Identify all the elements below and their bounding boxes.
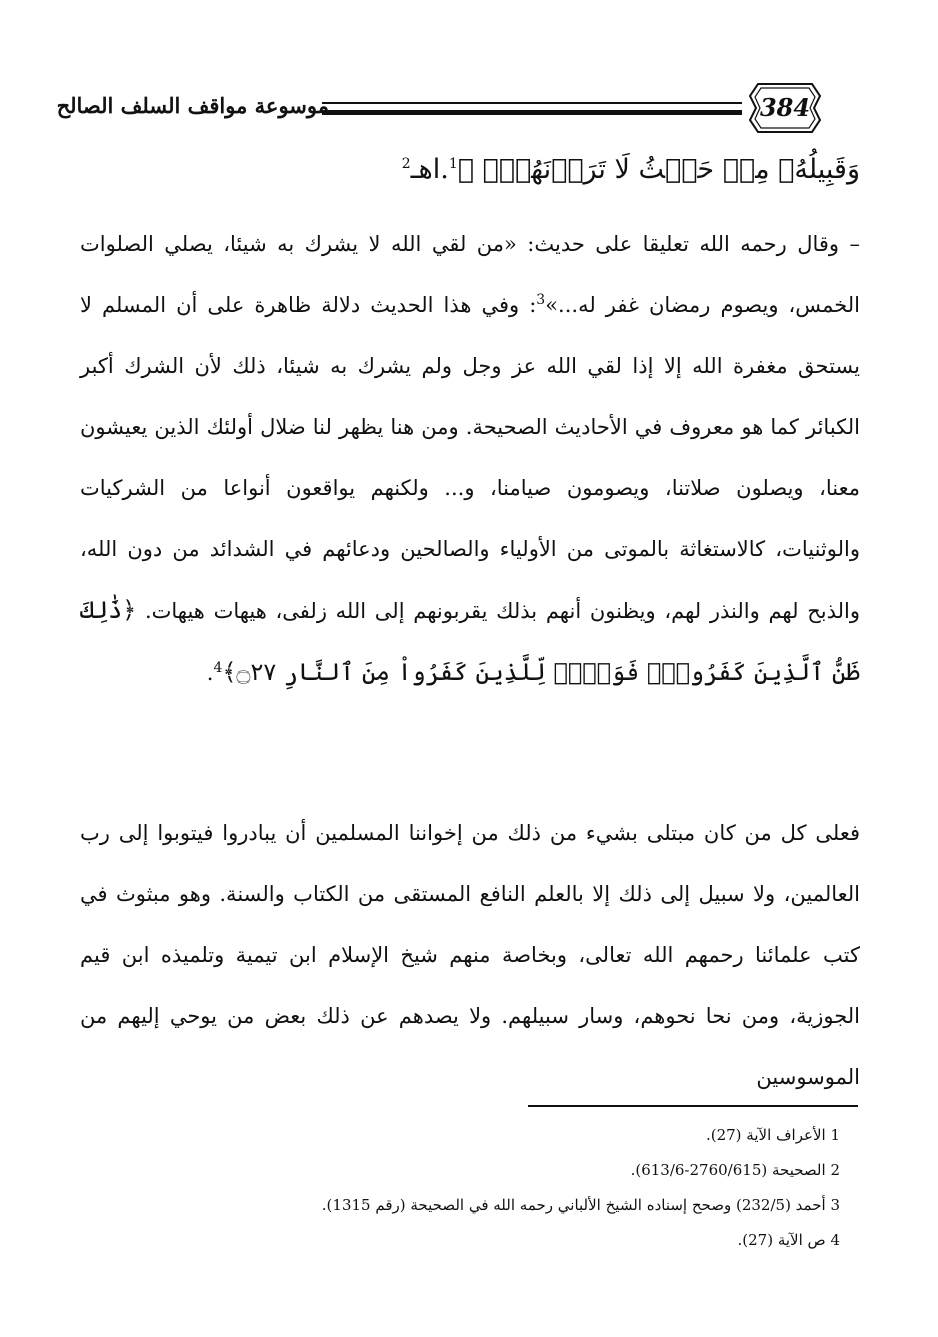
footnotes [80,1118,840,1258]
page-number-badge [748,82,822,134]
paragraph-1-text-b: : وفي هذا الحديث دلالة ظاهرة على أن المسلم لا يستحق مغفرة الله إلا إذا لقي الله عز وجل ولم يشرك به شيئا، ذلك لأن الشرك أكبر الكبائر كما هو معروف في الأحاديث الصحيحة. ومن هنا يظهر لنا ضلال أولئك الذين يعيشون معنا، ويصلون صلاتنا، ويصومون صيامنا، و... ولكنهم يواقعون أنواعا من الشركيات والوثنيات، كالاستغاثة بالموتى من الأولياء والصالحين ودعائهم في الشدائد من دون الله، والذبح لهم والنذر لهم، ويظنون أنهم بذلك يقربونهم إلى الله زلفى، هيهات هيهات. [80,293,860,623]
verse-top-line [80,140,860,200]
footnote-number: 2 [830,1161,840,1179]
footnote-text: ص الآية (27). [737,1231,826,1249]
footnote-separator [528,1105,858,1107]
paragraph-1 [80,214,860,704]
header-rule-thick [322,110,742,115]
footnote-text: الصحيحة (2760/615-613/6). [630,1161,826,1179]
quran-verse: وَقَبِيلُهُۥ مِنۡ حَيۡثُ لَا تَرَوۡنَهُمۡۗ ﴾ [457,154,860,185]
header-rule [322,102,742,104]
page-number: 384 [759,93,811,122]
footnote-ref[interactable]: 1 [448,156,458,172]
footnote-2 [80,1153,840,1188]
footnote-number: 3 [830,1196,840,1214]
footnote-text: الأعراف الآية (27). [705,1126,826,1144]
paragraph-2: فعلى كل من كان مبتلى بشيء من ذلك من إخواننا المسلمين أن يبادروا فيتوبوا إلى رب العالمين، ولا سبيل إلى ذلك إلا بالعلم النافع المستقى من الكتاب والسنة. وهو مبثوث في كتب علمائنا رحمهم الله تعالى، وبخاصة منهم شيخ الإسلام ابن تيمية وتلميذه ابن قيم الجوزية، ومن نحا نحوهم، وسار سبيلهم. ولا يصدهم عن ذلك بعض من يوحي إليهم من الموسوسين [80,821,860,1089]
footnote-1 [80,1118,840,1153]
footnote-ref[interactable]: 4 [213,660,223,676]
running-title: موسوعة مواقف السلف الصالح [56,93,329,118]
paragraph-1-text-a: – وقال رحمه الله تعليقا على حديث: «من لقي الله لا يشرك به شيئا، يصلي الصلوات الخمس، ويصوم رمضان غفر له...» [80,232,861,317]
footnote-ref[interactable]: 2 [401,156,411,172]
footnote-number: 4 [830,1231,840,1249]
page-header [56,72,840,142]
footnote-4 [80,1223,840,1258]
paragraph-1-end: . [206,661,214,685]
footnote-text: أحمد (232/5) وصحح إسناده الشيخ الألباني رحمه الله في الصحيحة (رقم 1315). [321,1196,826,1214]
footnote-ref[interactable]: 3 [536,292,546,308]
verse-top-suffix: .اهـ [410,154,449,185]
footnote-3 [80,1188,840,1223]
quran-verse: ﴿ذَٰلِكَ ظَنُّ ٱلَّذِينَ كَفَرُواْۚ فَوَيۡلٞ لِّلَّذِينَ كَفَرُواْ مِنَ ٱلنَّارِ ۝٢٧﴾ [80,596,860,686]
footnote-number: 1 [830,1126,840,1144]
